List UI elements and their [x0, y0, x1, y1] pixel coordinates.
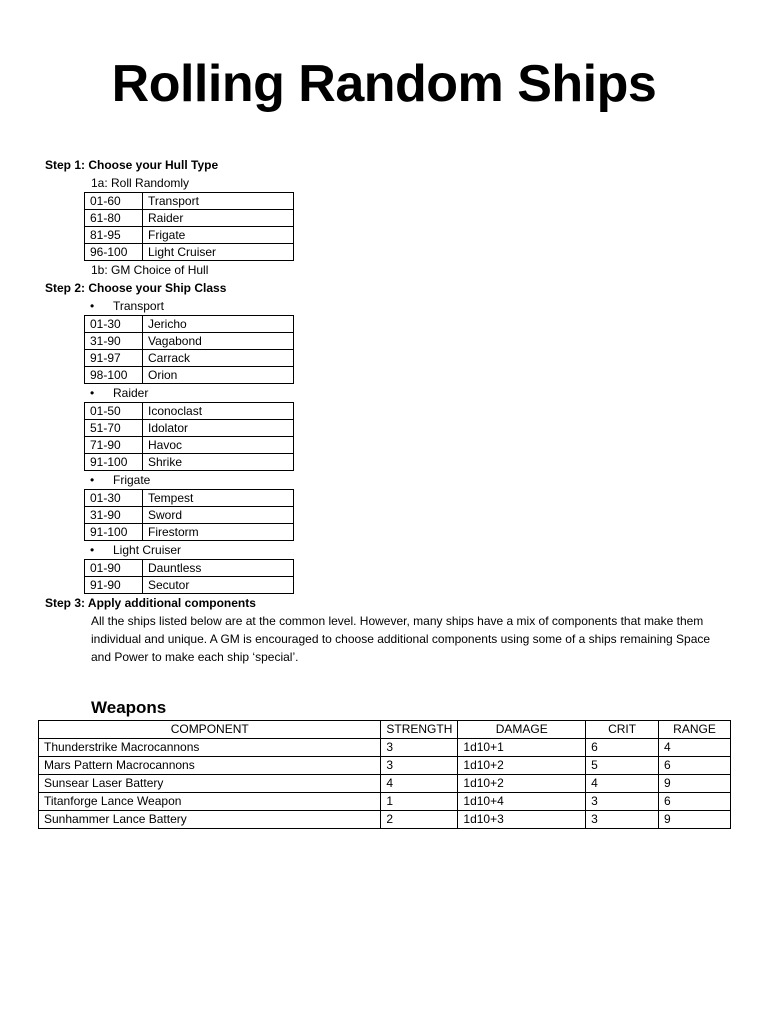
roll-range: 01-60: [85, 193, 143, 210]
table-row: [85, 227, 294, 244]
damage-cell: 1d10+3: [458, 811, 586, 829]
roll-range: 31-90: [85, 333, 143, 350]
table-row: [85, 244, 294, 261]
roll-range: 01-90: [85, 560, 143, 577]
class-group-frigate: [45, 471, 745, 489]
class-group-raider: [45, 384, 745, 402]
group-name: Transport: [113, 299, 164, 313]
component-cell: Thunderstrike Macrocannons: [39, 739, 381, 757]
table-row: [39, 757, 731, 775]
roll-range: 01-50: [85, 403, 143, 420]
roll-range: 71-90: [85, 437, 143, 454]
group-name: Frigate: [113, 473, 151, 487]
crit-cell: 3: [586, 811, 659, 829]
column-header: STRENGTH: [381, 721, 458, 739]
strength-cell: 2: [381, 811, 458, 829]
step1-sub-a: 1a: Roll Randomly: [91, 176, 190, 190]
crit-cell: 4: [586, 775, 659, 793]
hull-type-table: [84, 192, 294, 261]
component-cell: Mars Pattern Macrocannons: [39, 757, 381, 775]
table-row: [85, 577, 294, 594]
range-cell: 6: [659, 757, 731, 775]
page-title: Rolling Random Ships: [111, 55, 657, 113]
range-cell: 6: [659, 793, 731, 811]
ship-class: Tempest: [143, 490, 294, 507]
range-cell: 9: [659, 775, 731, 793]
strength-cell: 4: [381, 775, 458, 793]
roll-range: 98-100: [85, 367, 143, 384]
roll-range: 91-100: [85, 524, 143, 541]
ship-class: Vagabond: [143, 333, 294, 350]
hull-type: Light Cruiser: [143, 244, 294, 261]
hull-type: Raider: [143, 210, 294, 227]
table-row: [85, 524, 294, 541]
strength-cell: 1: [381, 793, 458, 811]
table-row: [85, 193, 294, 210]
column-header: DAMAGE: [458, 721, 586, 739]
ship-class: Carrack: [143, 350, 294, 367]
table-row: [85, 403, 294, 420]
ship-class: Iconoclast: [143, 403, 294, 420]
table-row: [85, 210, 294, 227]
damage-cell: 1d10+1: [458, 739, 586, 757]
column-header: RANGE: [659, 721, 731, 739]
ship-class: Firestorm: [143, 524, 294, 541]
roll-range: 01-30: [85, 490, 143, 507]
frigate-class-table: [84, 489, 294, 541]
roll-range: 91-90: [85, 577, 143, 594]
damage-cell: 1d10+2: [458, 757, 586, 775]
table-row: [85, 350, 294, 367]
table-row: [85, 454, 294, 471]
class-group-transport: [45, 297, 745, 315]
weapons-heading: Weapons: [91, 698, 167, 717]
bullet-icon: •: [90, 473, 95, 487]
ship-class: Havoc: [143, 437, 294, 454]
crit-cell: 3: [586, 793, 659, 811]
roll-range: 91-100: [85, 454, 143, 471]
range-cell: 4: [659, 739, 731, 757]
hull-type: Transport: [143, 193, 294, 210]
component-cell: Sunhammer Lance Battery: [39, 811, 381, 829]
step3-label: Step 3: Apply additional components: [45, 596, 256, 610]
table-row: [85, 560, 294, 577]
step1-sub-b: 1b: GM Choice of Hull: [91, 263, 209, 277]
damage-cell: 1d10+2: [458, 775, 586, 793]
component-cell: Sunsear Laser Battery: [39, 775, 381, 793]
table-row: [39, 811, 731, 829]
ship-class: Secutor: [143, 577, 294, 594]
table-row: [39, 739, 731, 757]
hull-type: Frigate: [143, 227, 294, 244]
ship-class: Shrike: [143, 454, 294, 471]
transport-class-table: [84, 315, 294, 384]
roll-range: 01-30: [85, 316, 143, 333]
ship-class: Idolator: [143, 420, 294, 437]
group-name: Raider: [113, 386, 149, 400]
roll-range: 91-97: [85, 350, 143, 367]
step1-label: Step 1: Choose your Hull Type: [45, 158, 219, 172]
table-row: [85, 367, 294, 384]
strength-cell: 3: [381, 739, 458, 757]
light-cruiser-class-table: [84, 559, 294, 594]
column-header: CRIT: [586, 721, 659, 739]
table-row: [85, 420, 294, 437]
table-row: [85, 490, 294, 507]
ship-class: Jericho: [143, 316, 294, 333]
column-header: COMPONENT: [39, 721, 381, 739]
table-row: [39, 793, 731, 811]
damage-cell: 1d10+4: [458, 793, 586, 811]
table-row: [85, 437, 294, 454]
step3-paragraph: All the ships listed below are at the common level. However, many ships have a mix of components that make them individual and unique. A GM is encouraged to choose additional components using some of a ships remaining Space and Power to make each ship ‘special’.: [91, 614, 711, 664]
range-cell: 9: [659, 811, 731, 829]
roll-range: 81-95: [85, 227, 143, 244]
step2-label: Step 2: Choose your Ship Class: [45, 281, 227, 295]
ship-class: Orion: [143, 367, 294, 384]
crit-cell: 6: [586, 739, 659, 757]
table-row: [39, 775, 731, 793]
ship-class: Dauntless: [143, 560, 294, 577]
table-header-row: [39, 721, 731, 739]
table-row: [85, 333, 294, 350]
roll-range: 61-80: [85, 210, 143, 227]
table-row: [85, 316, 294, 333]
table-row: [85, 507, 294, 524]
group-name: Light Cruiser: [113, 543, 182, 557]
raider-class-table: [84, 402, 294, 471]
crit-cell: 5: [586, 757, 659, 775]
bullet-icon: •: [90, 543, 95, 557]
bullet-icon: •: [90, 299, 95, 313]
steps-section: [45, 156, 745, 666]
strength-cell: 3: [381, 757, 458, 775]
ship-class: Sword: [143, 507, 294, 524]
roll-range: 31-90: [85, 507, 143, 524]
roll-range: 96-100: [85, 244, 143, 261]
weapons-table: [38, 720, 731, 829]
component-cell: Titanforge Lance Weapon: [39, 793, 381, 811]
class-group-light-cruiser: [45, 541, 745, 559]
bullet-icon: •: [90, 386, 95, 400]
roll-range: 51-70: [85, 420, 143, 437]
